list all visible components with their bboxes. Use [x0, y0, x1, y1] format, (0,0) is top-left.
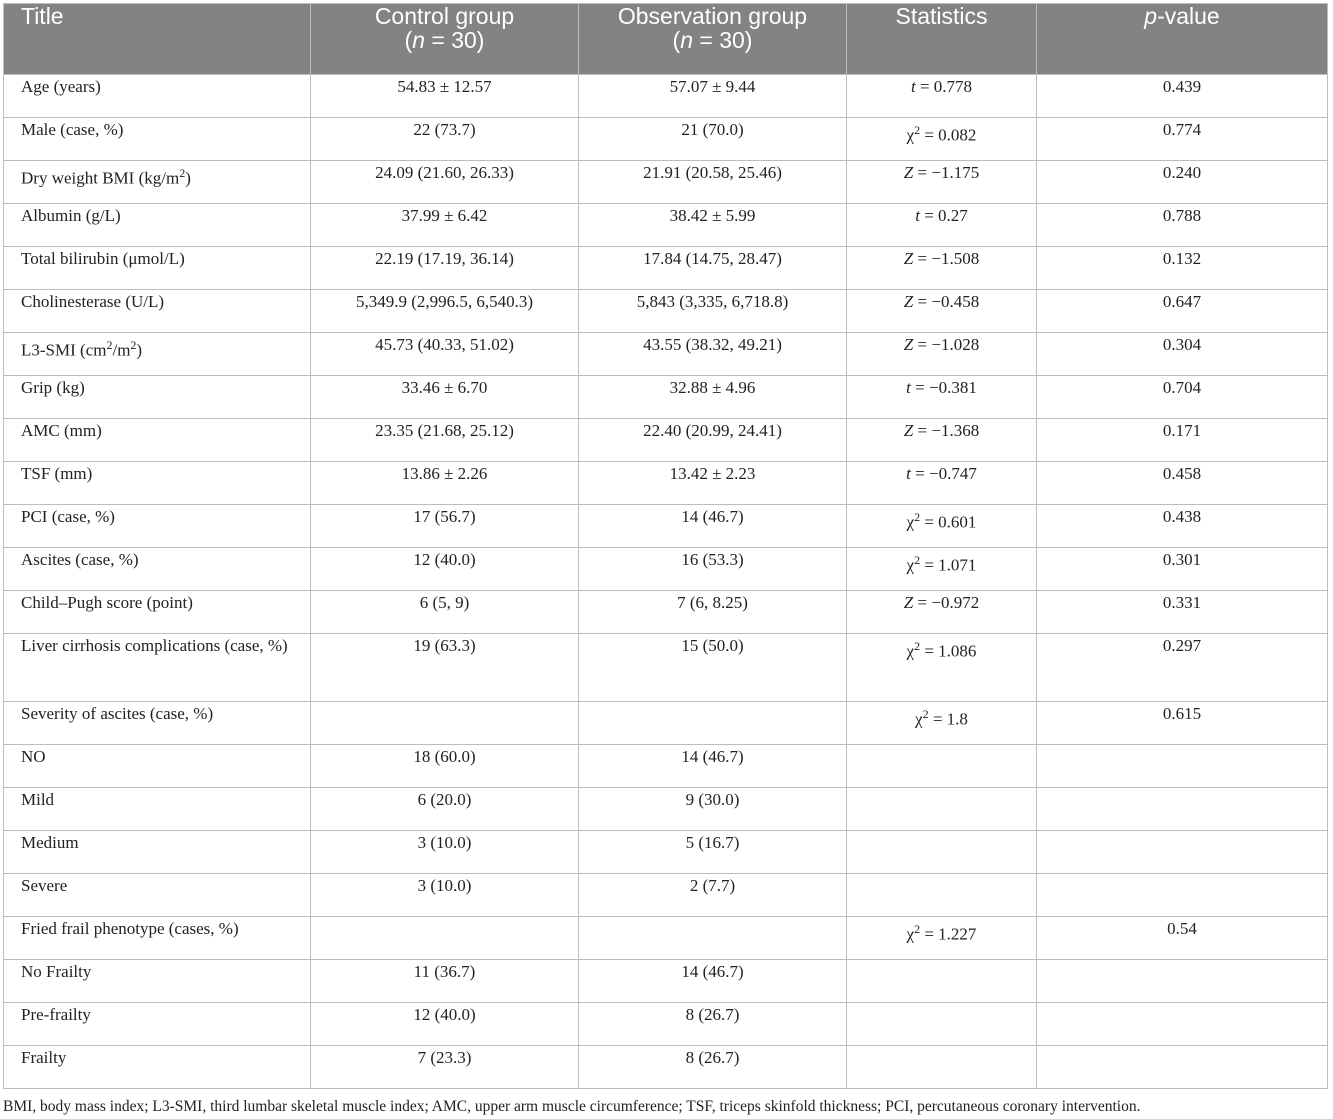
observation-group-value	[579, 917, 847, 960]
table-row	[4, 118, 1328, 161]
table-body	[4, 75, 1328, 1089]
p-value	[1037, 831, 1328, 874]
control-group-value: 6 (5, 9)	[311, 591, 579, 634]
control-group-value: 3 (10.0)	[311, 831, 579, 874]
observation-group-value: 14 (46.7)	[579, 745, 847, 788]
statistics-value	[847, 1046, 1037, 1089]
row-label: Grip (kg)	[4, 376, 311, 419]
p-value: 0.171	[1037, 419, 1328, 462]
table-row	[4, 333, 1328, 376]
observation-group-value: 21 (70.0)	[579, 118, 847, 161]
row-label: PCI (case, %)	[4, 505, 311, 548]
row-label: Mild	[4, 788, 311, 831]
p-value: 0.240	[1037, 161, 1328, 204]
table-row	[4, 419, 1328, 462]
observation-group-value: 5,843 (3,335, 6,718.8)	[579, 290, 847, 333]
statistics-value: $\chi^2 = 1.086$	[847, 634, 1037, 702]
table-footnote: BMI, body mass index; L3-SMI, third lumbar skeletal muscle index; AMC, upper arm muscle circumference; TSF, triceps skinfold thickness; PCI, percutaneous coronary intervention.	[3, 1098, 1141, 1115]
control-group-value: 37.99 ± 6.42	[311, 204, 579, 247]
statistics-value: $\chi^2 = 0.601$	[847, 505, 1037, 548]
statistics-value: $\chi^2 = 1.8$	[847, 702, 1037, 745]
statistics-value: Z = −0.458	[847, 290, 1037, 333]
observation-group-value: 38.42 ± 5.99	[579, 204, 847, 247]
observation-group-value: 21.91 (20.58, 25.46)	[579, 161, 847, 204]
observation-group-value: 16 (53.3)	[579, 548, 847, 591]
control-group-value: 12 (40.0)	[311, 1003, 579, 1046]
table-row	[4, 960, 1328, 1003]
observation-group-value: 7 (6, 8.25)	[579, 591, 847, 634]
statistics-value	[847, 1003, 1037, 1046]
observation-group-value: 8 (26.7)	[579, 1046, 847, 1089]
table-row	[4, 75, 1328, 118]
control-group-value: 19 (63.3)	[311, 634, 579, 702]
statistics-value	[847, 788, 1037, 831]
control-group-value: 6 (20.0)	[311, 788, 579, 831]
control-group-value: 23.35 (21.68, 25.12)	[311, 419, 579, 462]
observation-group-value: 15 (50.0)	[579, 634, 847, 702]
statistics-value: t = −0.747	[847, 462, 1037, 505]
row-label: Child–Pugh score (point)	[4, 591, 311, 634]
p-value: 0.304	[1037, 333, 1328, 376]
control-group-value: 22 (73.7)	[311, 118, 579, 161]
p-value: 0.297	[1037, 634, 1328, 702]
p-value: 0.54	[1037, 917, 1328, 960]
p-value	[1037, 874, 1328, 917]
header-p-value: p-value	[1037, 4, 1328, 75]
statistics-value	[847, 745, 1037, 788]
header-row	[4, 4, 1328, 75]
control-group-value: 54.83 ± 12.57	[311, 75, 579, 118]
p-value	[1037, 1046, 1328, 1089]
observation-group-value: 14 (46.7)	[579, 505, 847, 548]
table-row	[4, 505, 1328, 548]
row-label: Male (case, %)	[4, 118, 311, 161]
statistics-value: Z = −1.175	[847, 161, 1037, 204]
control-group-value: 33.46 ± 6.70	[311, 376, 579, 419]
table-row	[4, 161, 1328, 204]
statistics-value: Z = −1.508	[847, 247, 1037, 290]
observation-group-value: 13.42 ± 2.23	[579, 462, 847, 505]
row-label: Frailty	[4, 1046, 311, 1089]
observation-group-value: 57.07 ± 9.44	[579, 75, 847, 118]
statistics-value: Z = −1.028	[847, 333, 1037, 376]
control-group-value: 7 (23.3)	[311, 1046, 579, 1089]
row-label: Severity of ascites (case, %)	[4, 702, 311, 745]
observation-group-value: 14 (46.7)	[579, 960, 847, 1003]
control-group-value: 24.09 (21.60, 26.33)	[311, 161, 579, 204]
statistics-value: Z = −0.972	[847, 591, 1037, 634]
statistics-value: t = 0.27	[847, 204, 1037, 247]
row-label: Severe	[4, 874, 311, 917]
header-control-group	[311, 4, 579, 75]
observation-group-value: 43.55 (38.32, 49.21)	[579, 333, 847, 376]
statistics-value: $\chi^2 = 0.082$	[847, 118, 1037, 161]
control-group-value: 11 (36.7)	[311, 960, 579, 1003]
row-label: Cholinesterase (U/L)	[4, 290, 311, 333]
control-group-value: 12 (40.0)	[311, 548, 579, 591]
p-value: 0.438	[1037, 505, 1328, 548]
table-row	[4, 1046, 1328, 1089]
statistics-value: t = −0.381	[847, 376, 1037, 419]
table-row	[4, 1003, 1328, 1046]
p-value: 0.132	[1037, 247, 1328, 290]
p-value: 0.774	[1037, 118, 1328, 161]
p-value	[1037, 788, 1328, 831]
observation-group-value: 22.40 (20.99, 24.41)	[579, 419, 847, 462]
row-label: No Frailty	[4, 960, 311, 1003]
p-value: 0.704	[1037, 376, 1328, 419]
p-value: 0.615	[1037, 702, 1328, 745]
control-group-value: 3 (10.0)	[311, 874, 579, 917]
p-value: 0.439	[1037, 75, 1328, 118]
observation-group-value	[579, 702, 847, 745]
table-row	[4, 290, 1328, 333]
control-group-value	[311, 917, 579, 960]
statistics-value	[847, 874, 1037, 917]
table-row	[4, 831, 1328, 874]
header-observation-label: Observation group	[617, 3, 808, 29]
p-value	[1037, 1003, 1328, 1046]
table-row	[4, 462, 1328, 505]
control-group-value: 18 (60.0)	[311, 745, 579, 788]
table-row	[4, 702, 1328, 745]
table-row	[4, 376, 1328, 419]
table-row	[4, 788, 1328, 831]
observation-group-value: 2 (7.7)	[579, 874, 847, 917]
observation-group-value: 5 (16.7)	[579, 831, 847, 874]
control-group-value: 5,349.9 (2,996.5, 6,540.3)	[311, 290, 579, 333]
header-observation-group	[579, 4, 847, 75]
p-value: 0.788	[1037, 204, 1328, 247]
statistics-value	[847, 831, 1037, 874]
header-title: Title	[4, 4, 311, 75]
table-row	[4, 874, 1328, 917]
row-label: Dry weight BMI $(kg/m^2)$	[4, 161, 311, 204]
p-value: 0.331	[1037, 591, 1328, 634]
row-label: Medium	[4, 831, 311, 874]
row-label: TSF (mm)	[4, 462, 311, 505]
table-row	[4, 591, 1328, 634]
baseline-characteristics-table	[3, 3, 1328, 1089]
row-label: Age (years)	[4, 75, 311, 118]
header-statistics: Statistics	[847, 4, 1037, 75]
table-row	[4, 917, 1328, 960]
row-label: Fried frail phenotype (cases, %)	[4, 917, 311, 960]
observation-group-value: 32.88 ± 4.96	[579, 376, 847, 419]
header-observation-n: (n = 30)	[672, 27, 753, 53]
control-group-value	[311, 702, 579, 745]
observation-group-value: 17.84 (14.75, 28.47)	[579, 247, 847, 290]
p-value	[1037, 960, 1328, 1003]
table-row	[4, 247, 1328, 290]
p-value: 0.458	[1037, 462, 1328, 505]
control-group-value: 22.19 (17.19, 36.14)	[311, 247, 579, 290]
statistics-value: Z = −1.368	[847, 419, 1037, 462]
row-label: L3-SMI $(cm^2/m^2)$	[4, 333, 311, 376]
table-row	[4, 634, 1328, 702]
p-value: 0.647	[1037, 290, 1328, 333]
row-label: AMC (mm)	[4, 419, 311, 462]
p-value: 0.301	[1037, 548, 1328, 591]
p-value	[1037, 745, 1328, 788]
row-label: Ascites (case, %)	[4, 548, 311, 591]
control-group-value: 17 (56.7)	[311, 505, 579, 548]
header-control-label: Control group	[374, 3, 515, 29]
control-group-value: 45.73 (40.33, 51.02)	[311, 333, 579, 376]
row-label: Pre-frailty	[4, 1003, 311, 1046]
table-row	[4, 548, 1328, 591]
control-group-value: 13.86 ± 2.26	[311, 462, 579, 505]
statistics-value	[847, 960, 1037, 1003]
table-row	[4, 745, 1328, 788]
row-label: Total bilirubin (μmol/L)	[4, 247, 311, 290]
statistics-value: $\chi^2 = 1.071$	[847, 548, 1037, 591]
observation-group-value: 9 (30.0)	[579, 788, 847, 831]
row-label: Liver cirrhosis complications (case, %)	[4, 634, 311, 702]
row-label: NO	[4, 745, 311, 788]
header-control-n: (n = 30)	[404, 27, 485, 53]
row-label: Albumin (g/L)	[4, 204, 311, 247]
table-row	[4, 204, 1328, 247]
statistics-value: $\chi^2 = 1.227$	[847, 917, 1037, 960]
observation-group-value: 8 (26.7)	[579, 1003, 847, 1046]
statistics-value: t = 0.778	[847, 75, 1037, 118]
